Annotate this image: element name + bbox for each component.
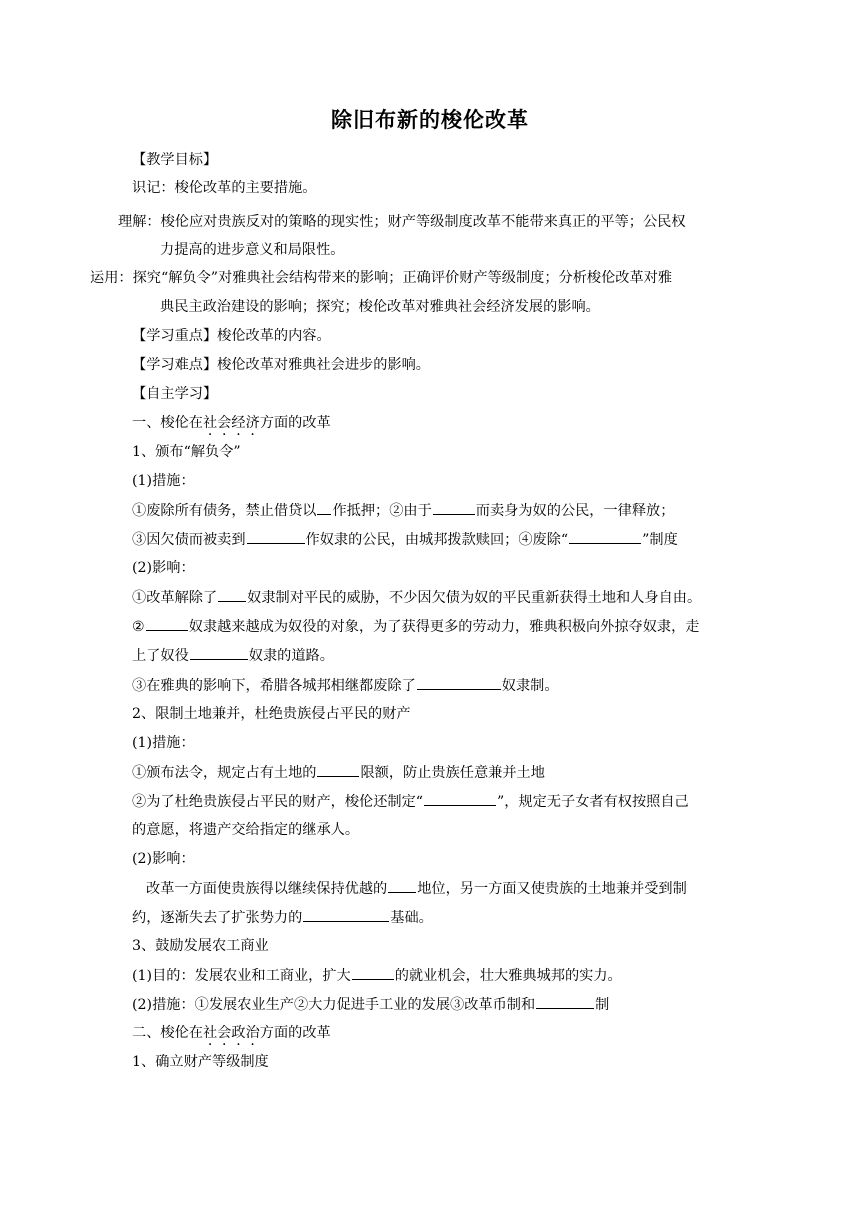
objective-apply-line2: 典民主政治建设的影响；探究；梭伦改革对雅典社会经济发展的影响。 (160, 299, 600, 315)
emphasis-char: 济 (245, 415, 260, 431)
section1-heading (132, 413, 331, 433)
section2-heading-prefix: 二、梭伦在 (132, 1025, 203, 1041)
fill-blank[interactable] (247, 529, 305, 544)
fill-blank[interactable] (317, 500, 331, 515)
self-study-heading: 【自主学习】 (132, 386, 218, 402)
emphasis-char: 社 (202, 415, 218, 431)
emphasis-char: 会 (217, 415, 232, 431)
emphasis-char: 经 (231, 415, 246, 431)
land-measures-label: (1)措施： (132, 735, 195, 751)
subsection-commerce-title: 3、鼓励发展农工商业 (132, 938, 269, 954)
text: ③因欠债而被卖到 (132, 532, 246, 548)
section1-heading-prefix: 一、梭伦在 (132, 415, 203, 431)
fill-blank[interactable] (433, 500, 475, 515)
fill-blank[interactable] (146, 616, 188, 631)
objectives-heading: 【教学目标】 (132, 152, 218, 168)
section2-heading-suffix: 方面的改革 (259, 1025, 331, 1041)
text: 改革一方面使贵族得以继续保持优越的 (146, 881, 388, 897)
text: 约，逐渐失去了扩张势力的 (132, 910, 303, 926)
fill-blank[interactable] (536, 994, 594, 1009)
land-impact-line2 (132, 907, 433, 928)
fill-blank[interactable] (317, 762, 359, 777)
emphasis-char: 会 (217, 1025, 232, 1041)
fill-blank[interactable] (569, 529, 641, 544)
text: 奴隶制。 (501, 678, 559, 694)
text: 奴隶越来越成为奴役的对象，为了获得更多的劳动力，雅典积极向外掠夺奴隶，走 (188, 619, 700, 635)
text: 地位，另一方面又使贵族的土地兼并受到制 (417, 881, 687, 897)
debt-measures-label: (1)措施： (132, 473, 195, 489)
debt-impact-line1 (132, 587, 701, 608)
debt-measure-line2 (132, 529, 678, 550)
commerce-goal-line (132, 965, 622, 986)
debt-impact-line4 (132, 675, 559, 696)
objective-understand-line2: 力提高的进步意义和局限性。 (160, 242, 345, 258)
objective-understand-line1: 理解：梭伦应对贵族反对的策略的现实性；财产等级制度改革不能带来真正的平等；公民权 (118, 214, 686, 230)
section2-heading (132, 1023, 331, 1043)
text: ③在雅典的影响下，希腊各城邦相继都废除了 (132, 678, 416, 694)
text: 奴隶制对平民的威胁，不少因欠债为奴的平民重新获得土地和人身自由。 (247, 590, 702, 606)
text: (2)措施：①发展农业生产②大力促进手工业的发展③改革币制和 (132, 997, 536, 1013)
text: 作抵押；②由于 (332, 503, 432, 519)
text: ②为了杜绝贵族侵占平民的财产，梭伦还制定“ (132, 794, 424, 810)
text: 基础。 (390, 910, 433, 926)
difficulty-point: 【学习难点】梭伦改革对雅典社会进步的影响。 (132, 357, 430, 373)
debt-impact-label: (2)影响： (132, 560, 195, 576)
text: 奴隶的道路。 (248, 648, 334, 664)
section1-heading-suffix: 方面的改革 (259, 415, 331, 431)
subsection-debt-title: 1、颁布“解负令” (132, 444, 241, 460)
fill-blank[interactable] (417, 675, 501, 690)
text: ② (132, 619, 145, 635)
subsection-property-class-title: 1、确立财产等级制度 (132, 1054, 269, 1070)
fill-blank[interactable] (303, 907, 389, 922)
subsection-land-title: 2、限制土地兼并，杜绝贵族侵占平民的财产 (132, 706, 411, 722)
emphasis-char: 社 (202, 1025, 218, 1041)
land-measure-line1 (132, 762, 545, 783)
text: 的就业机会，壮大雅典城邦的实力。 (394, 968, 622, 984)
objective-apply-line1: 运用：探究“解负令”对雅典社会结构带来的影响；正确评价财产等级制度；分析梭伦改革对雅 (90, 270, 673, 286)
debt-impact-line2 (132, 616, 700, 637)
land-impact-line1 (146, 878, 687, 899)
fill-blank[interactable] (352, 965, 394, 980)
text: ①废除所有债务，禁止借贷以 (132, 503, 317, 519)
debt-impact-line3 (132, 645, 334, 666)
text: 而卖身为奴的公民，一律释放； (475, 503, 675, 519)
text: ”，规定无子女者有权按照自己 (497, 794, 689, 810)
fill-blank[interactable] (424, 791, 496, 806)
emphasis-char: 政 (231, 1025, 246, 1041)
document-title: 除旧布新的梭伦改革 (331, 108, 529, 132)
text: (1)目的：发展农业和工商业，扩大 (132, 968, 351, 984)
text: ①改革解除了 (132, 590, 218, 606)
text: ①颁布法令，规定占有土地的 (132, 765, 317, 781)
text: 上了奴役 (132, 648, 189, 664)
text: 作奴隶的公民，由城邦拨款赎回；④废除“ (305, 532, 569, 548)
emphasis-char: 治 (245, 1025, 260, 1041)
fill-blank[interactable] (218, 587, 246, 602)
fill-blank[interactable] (190, 645, 248, 660)
objective-memorize: 识记：梭伦改革的主要措施。 (132, 180, 317, 196)
debt-measure-line1 (132, 500, 674, 521)
land-measure-line2 (132, 791, 689, 812)
text: 制 (595, 997, 610, 1013)
text: ”制度 (642, 532, 678, 548)
land-impact-label: (2)影响： (132, 851, 195, 867)
land-measure-line3: 的意愿，将遗产交给指定的继承人。 (132, 822, 360, 838)
text: 限额，防止贵族任意兼并土地 (360, 765, 545, 781)
key-point: 【学习重点】梭伦改革的内容。 (132, 328, 331, 344)
fill-blank[interactable] (388, 878, 416, 893)
commerce-measure-line (132, 994, 609, 1015)
